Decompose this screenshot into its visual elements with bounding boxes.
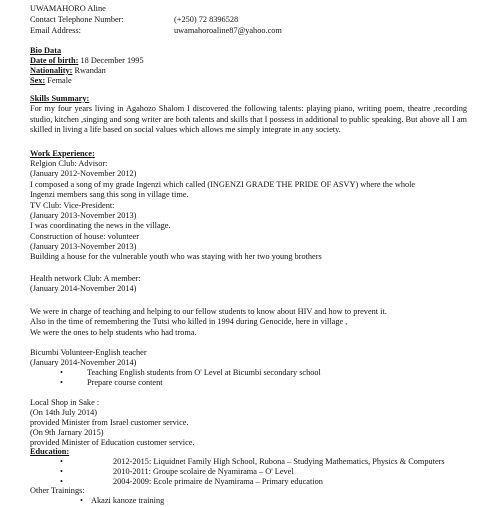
candidate-name: UWAMAHORO Aline	[30, 4, 106, 13]
bullet-icon: •	[60, 477, 63, 486]
bicumbi-bullet: Teaching English students from O' Level at Bicumbi secondary school	[87, 368, 321, 377]
sex-label: Sex:	[30, 76, 46, 85]
bullet-icon: •	[60, 467, 63, 476]
sex-row	[30, 76, 72, 87]
health-line: Health network Club: A member:	[30, 274, 141, 283]
sex-value: Female	[45, 76, 72, 85]
hiv-line: Also in the time of remembering the Tutsi who killed in 1994 during Genocide, here in village ,	[30, 317, 348, 326]
dob-row	[30, 56, 144, 67]
shop-line: (On 9th Jarnary 2015)	[30, 428, 104, 437]
shop-line: (On 14th July 2014)	[30, 408, 98, 417]
work-line: Building a house for the vulnerable youth who was staying with her two young brothers	[30, 252, 322, 261]
nationality-row	[30, 66, 106, 77]
skills-text: For my four years living in Agahozo Shalom I discovered the following talents: playing piano, writing poem, theatre ,recording studio, kitchen ,singing and song writer are both talents and skills that I possess in additional to public speaking. But above all I am skilled in living a life based on social values which allows me simply integrate in any society.	[30, 104, 467, 135]
bicumbi-bullet: Prepare course content	[87, 378, 163, 387]
work-line: I was coordinating the news in the village.	[30, 221, 171, 230]
work-line: I composed a song of my grade Ingenzi which called (INGENZI GRADE THE PRIDE OF ASVY) where the whole	[30, 180, 416, 189]
education-item: 2004-2009: Ecole primaire de Nyamirama – Primary education	[113, 477, 323, 486]
shop-line: Local Shop in Sake :	[30, 398, 100, 407]
bullet-icon: •	[60, 457, 63, 466]
bicumbi-line: Bicumbi Volunteer-English teacher	[30, 348, 147, 357]
phone-label: Contact Telephone Number:	[30, 15, 124, 24]
work-line: Construction of house: volunteer	[30, 232, 139, 241]
bicumbi-line: (January 2014-November 2014)	[30, 358, 137, 367]
work-line: (January 2013-November 2013)	[30, 242, 137, 251]
email-value[interactable]: uwamahoroaline87@yahoo.com	[174, 26, 282, 35]
shop-line: provided Minister of Education customer service.	[30, 438, 195, 447]
bullet-icon: •	[60, 378, 63, 387]
work-line: Relgion Club: Advisor:	[30, 159, 108, 168]
dob-label: Date of birth:	[30, 56, 79, 65]
other-item: Akazi kanoze training	[91, 496, 165, 505]
work-line: (January 2013-November 2013)	[30, 211, 137, 220]
dob-value: 18 December 1995	[78, 56, 144, 65]
work-line: TV Club: Vice-President:	[30, 201, 115, 210]
phone-value: (+250) 72 8396528	[174, 15, 239, 24]
bullet-icon: •	[80, 496, 83, 505]
shop-line: provided Minister from Israel customer service.	[30, 418, 189, 427]
bio-heading: Bio Data	[30, 46, 62, 55]
email-label: Email Address:	[30, 26, 81, 35]
work-line: (January 2012-November 2012)	[30, 169, 137, 178]
education-item: 2012-2015: Liquidnet Family High School, Rubona – Studying Mathematics, Physics & Computers	[113, 457, 445, 466]
education-heading: Education:	[30, 447, 70, 456]
work-line: Ingenzi members sang this song in village time.	[30, 190, 189, 199]
nationality-value: Rwandan	[72, 66, 106, 75]
health-line: (January 2014-November 2014)	[30, 284, 137, 293]
work-heading: Work Experience:	[30, 149, 95, 158]
hiv-line: We were in charge of teaching and helping to our fellow students to know about HIV and how to prevent it.	[30, 307, 387, 316]
education-item: 2010-2011: Groupe scolaire de Nyamirama – O' Level	[113, 467, 294, 476]
hiv-line: We were the ones to help students who had troma.	[30, 328, 197, 337]
skills-heading: Skills Summary:	[30, 94, 90, 103]
other-heading: Other Trainings:	[30, 486, 85, 495]
bullet-icon: •	[60, 368, 63, 377]
nationality-label: Nationality:	[30, 66, 73, 75]
